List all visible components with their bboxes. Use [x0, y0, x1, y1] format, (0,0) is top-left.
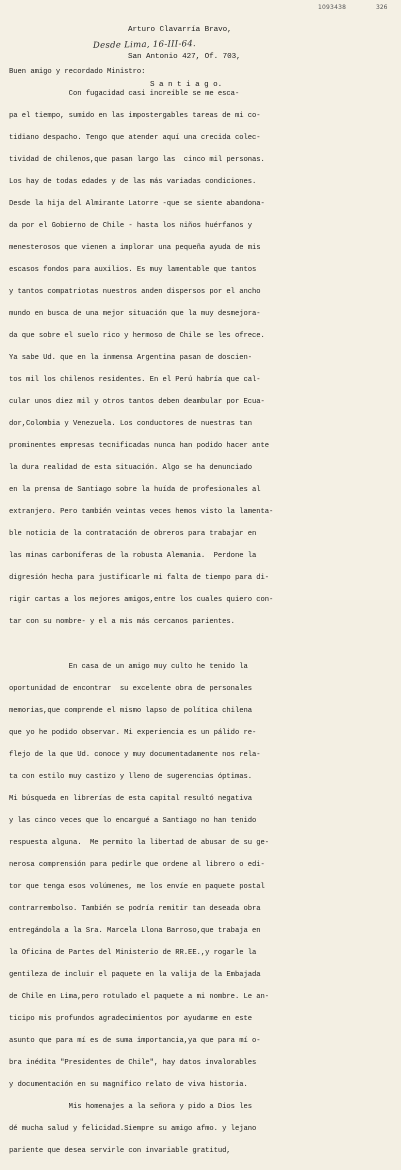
letter-line: y las cinco veces que lo encargué a Santiago no han tenido	[9, 816, 257, 825]
letter-line: contrarrembolso. También se podría remitir tan deseada obra	[9, 904, 261, 913]
letter-line: flejo de la que Ud. conoce y muy documentadamente nos rela-	[9, 750, 261, 759]
letter-line: mundo en busca de una mejor situación que la muy desmejora-	[9, 310, 261, 319]
letter-line: da que sobre el suelo rico y hermoso de Chile se les ofrece.	[9, 332, 265, 341]
letter-line: ticipo mis profundos agradecimientos por ayudarme en este	[9, 1015, 253, 1024]
letter-line: pariente que desea servirle con invariable gratitud,	[9, 1147, 231, 1156]
letter-line: respuesta alguna. Me permito la libertad de abusar de su ge-	[9, 838, 270, 847]
letter-line: que yo he podido observar. Mi experiencia es un pálido re-	[9, 728, 257, 737]
letter-line: extranjero. Pero también veintas veces hemos visto la lamenta-	[9, 508, 274, 517]
letter-line: Buen amigo y recordado Ministro:	[9, 67, 146, 76]
sender-address: San Antonio 427, Of. 703,	[128, 53, 241, 62]
letter-line: Con fugacidad casi increíble se me esca-	[9, 89, 240, 98]
letter-line: ta con estilo muy castizo y lleno de sugerencias óptimas.	[9, 772, 253, 781]
letter-line: En casa de un amigo muy culto he tenido la	[9, 662, 248, 671]
letter-line: dé mucha salud y felicidad.Siempre su amigo afmo. y lejano	[9, 1125, 257, 1134]
letter-line: tos mil los chilenos residentes. En el Perú habría que cal-	[9, 376, 261, 385]
letter-line: la dura realidad de esta situación. Algo se ha denunciado	[9, 464, 253, 473]
letter-line	[9, 642, 273, 649]
letter-line: memorias,que comprende el mismo lapso de política chilena	[9, 706, 253, 715]
letter-line: asunto que para mí es de suma importancia,ya que para mí o-	[9, 1037, 261, 1046]
letter-line: dor,Colombia y Venezuela. Los conductores de nuestras tan	[9, 420, 253, 429]
letter-line: rigir cartas a los mejores amigos,entre los cuales quiero con-	[9, 596, 274, 605]
letter-line: prominentes empresas tecnificadas nunca han podido hacer ante	[9, 442, 270, 451]
letter-line: entregándola a la Sra. Marcela Llona Barroso,que trabaja en	[9, 926, 261, 935]
letter-line: Desde la hija del Almirante Latorre -que se siente abandona-	[9, 199, 265, 208]
letter-line: Mi búsqueda en librerías de esta capital resultó negativa	[9, 794, 253, 803]
letter-line: gentileza de incluir el paquete en la valija de la Embajada	[9, 970, 261, 979]
letter-body	[9, 54, 273, 1170]
archive-stamp-number: 1093438	[318, 4, 347, 11]
letter-line: la Oficina de Partes del Ministerio de RR.EE.,y rogarle la	[9, 948, 257, 957]
sender-city: S a n t i a g o.	[150, 81, 223, 90]
letter-line: oportunidad de encontrar su excelente obra de personales	[9, 684, 253, 693]
sender-name: Arturo Clavarría Bravo,	[128, 25, 232, 34]
letter-line: tidiano despacho. Tengo que atender aquí una crecida colec-	[9, 133, 261, 142]
letter-line: cular unos diez mil y otros tantos deben deambular por Ecua-	[9, 398, 265, 407]
letter-line: Ya sabe Ud. que en la inmensa Argentina pasan de doscien-	[9, 354, 253, 363]
letter-line: Los hay de todas edades y de las más variadas condiciones.	[9, 177, 257, 186]
letter-line: tor que tenga esos volúmenes, me los envíe en paquete postal	[9, 882, 265, 891]
letter-line: tividad de chilenos,que pasan largo las cinco mil personas.	[9, 155, 265, 164]
letter-line: de Chile en Lima,pero rotulado el paquete a mi nombre. Le an-	[9, 993, 270, 1001]
archive-sequence-number: 326	[376, 4, 388, 11]
letter-line: digresión hecha para justificarle mi falta de tiempo para di-	[9, 574, 270, 583]
handwritten-date: Desde Lima, 16-III-64.	[92, 39, 197, 51]
letter-line: en la prensa de Santiago sobre la huída de profesionales al	[9, 486, 261, 495]
letter-line: bra inédita "Presidentes de Chile", hay datos invalorables	[9, 1059, 257, 1068]
letter-line: y documentación en su magnífico relato de viva historia.	[9, 1081, 248, 1090]
letter-line: tar con su nombre- y el a mis más cercanos parientes.	[9, 618, 235, 627]
letter-line: ble noticia de la contratación de obreros para trabajar en	[9, 530, 257, 539]
letter-line: menesterosos que vienen a implorar una pequeña ayuda de mis	[9, 243, 261, 252]
letter-line: escasos fondos para auxilios. Es muy lamentable que tantos	[9, 265, 257, 274]
letter-line: y tantos compatriotas nuestros anden dispersos por el ancho	[9, 288, 261, 296]
letter-line: da por el Gobierno de Chile - hasta los niños huérfanos y	[9, 221, 253, 230]
letter-line: pa el tiempo, sumido en las impostergables tareas de mi co-	[9, 111, 261, 120]
letter-line: nerosa comprensión para pedirle que ordene al librero o edi-	[9, 860, 265, 869]
letter-line: Mis homenajes a la señora y pido a Dios les	[9, 1103, 253, 1112]
letter-line: las minas carboníferas de la robusta Alemania. Perdone la	[9, 552, 257, 561]
